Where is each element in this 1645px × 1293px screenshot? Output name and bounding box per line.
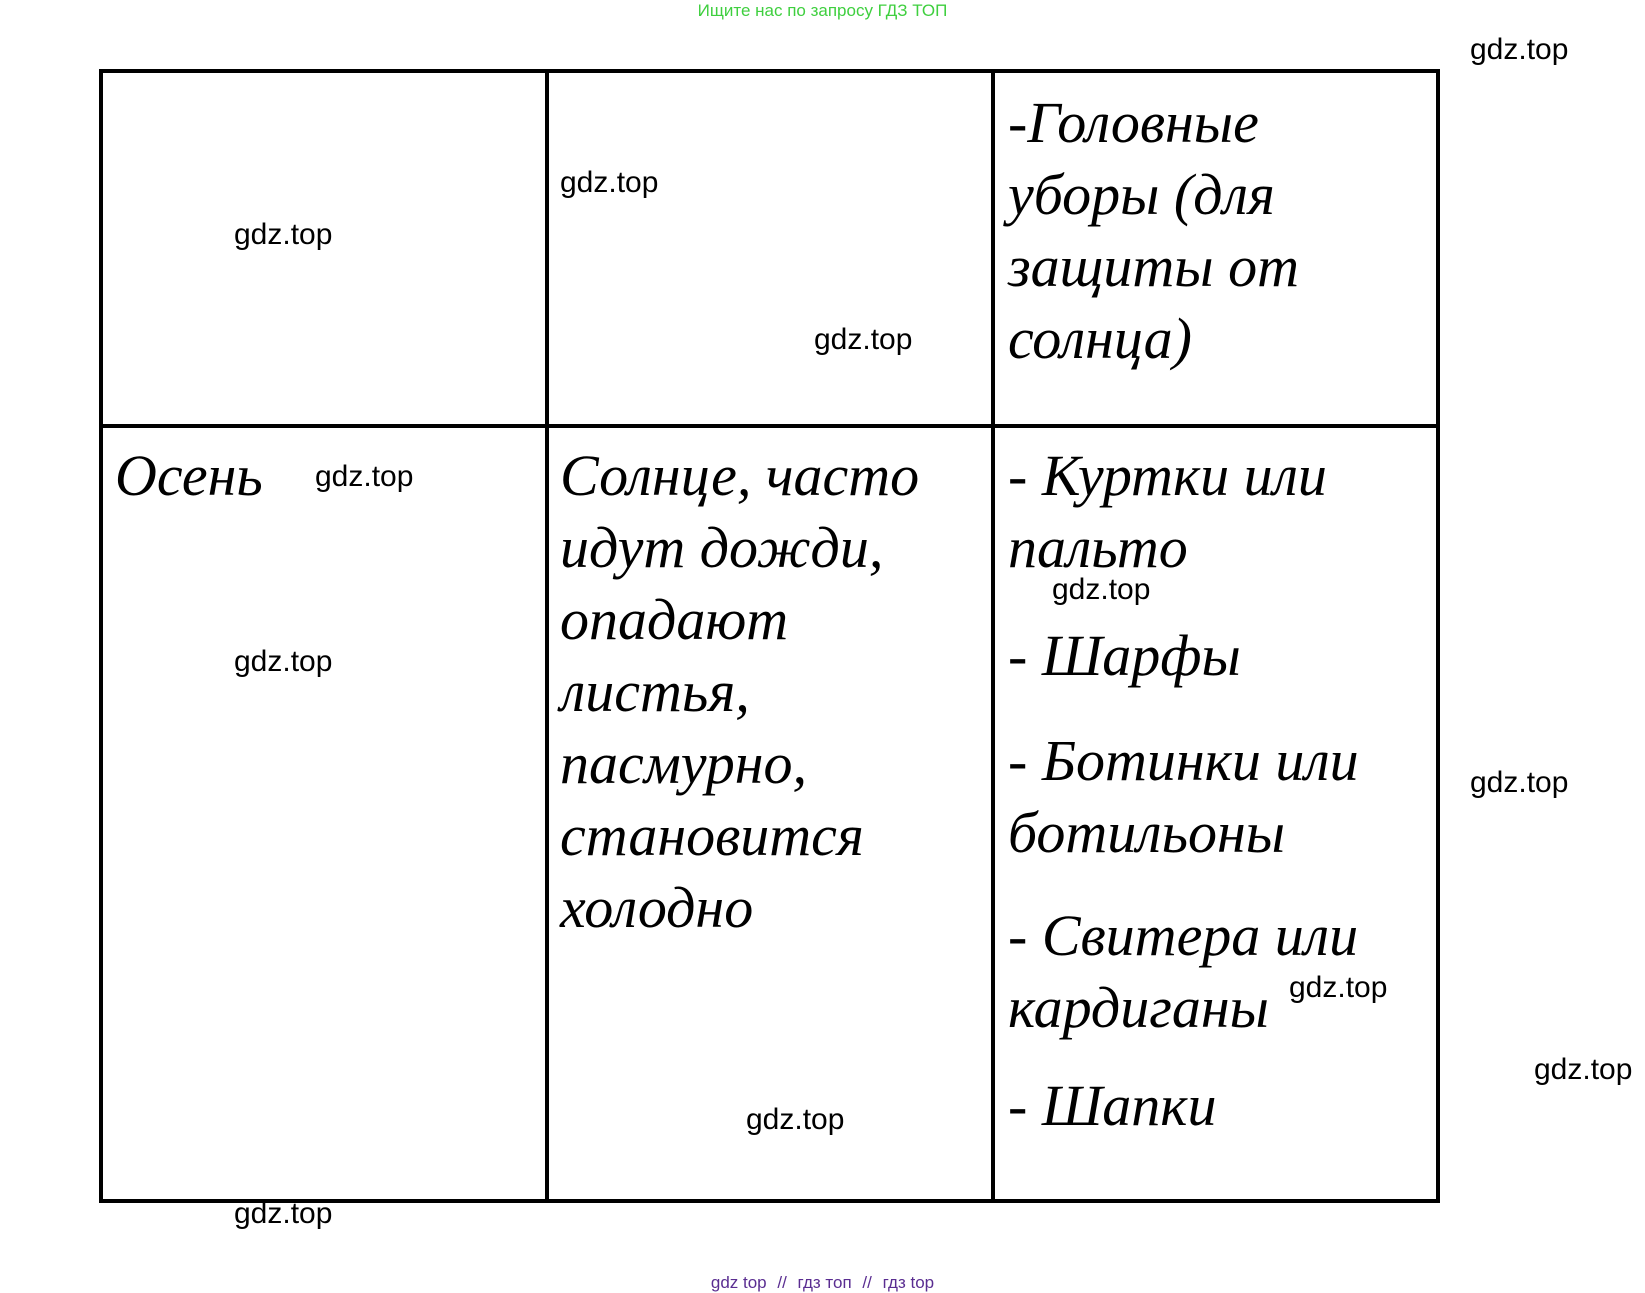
cell-line: листья, — [560, 659, 750, 724]
cell-r2-c1-season: Осень — [115, 443, 263, 508]
cell-r1-c3 — [1008, 87, 1299, 375]
watermark: gdz.top — [560, 166, 659, 199]
cell-line: - Шапки — [1008, 1073, 1217, 1138]
list-item — [1008, 1070, 1359, 1142]
cell-line: - Куртки или — [1008, 443, 1327, 508]
cell-line: уборы (для — [1008, 162, 1275, 227]
cell-r2-c3-clothing — [1008, 440, 1359, 1142]
cell-line: кардиганы — [1008, 975, 1269, 1040]
footer-link[interactable]: gdz top — [710, 1273, 767, 1292]
column-divider-2 — [991, 73, 995, 1199]
watermark: gdz.top — [234, 218, 333, 251]
cell-r2-c2-weather — [560, 440, 919, 944]
cell-line: холодно — [560, 875, 754, 940]
footer-separator: // — [777, 1273, 787, 1292]
watermark: gdz.top — [1052, 573, 1151, 606]
footer-links — [0, 1273, 1645, 1293]
watermark: gdz.top — [234, 645, 333, 678]
footer-link[interactable]: гдз топ — [797, 1273, 852, 1292]
list-item — [1008, 620, 1359, 725]
cell-line: пасмурно, — [560, 731, 808, 796]
cell-line: идут дожди, — [560, 515, 884, 580]
watermark: gdz.top — [1534, 1053, 1633, 1086]
watermark: gdz.top — [814, 323, 913, 356]
cell-line: пальто — [1008, 515, 1188, 580]
cell-line: ботильоны — [1008, 800, 1286, 865]
list-item — [1008, 725, 1359, 900]
top-banner: Ищите нас по запросу ГДЗ ТОП — [697, 1, 948, 20]
watermark: gdz.top — [1470, 33, 1569, 66]
watermark: gdz.top — [1470, 766, 1569, 799]
column-divider-1 — [545, 73, 549, 1199]
cell-line: опадают — [560, 587, 789, 652]
cell-line: становится — [560, 803, 864, 868]
footer-link[interactable]: гдз top — [882, 1273, 935, 1292]
cell-line: - Шарфы — [1008, 623, 1241, 688]
watermark: gdz.top — [1289, 971, 1388, 1004]
cell-line: Солнце, часто — [560, 443, 920, 508]
watermark: gdz.top — [746, 1103, 845, 1136]
watermark: gdz.top — [315, 460, 414, 493]
footer-separator: // — [862, 1273, 872, 1292]
cell-line: -Головные — [1008, 90, 1259, 155]
cell-line: - Свитера или — [1008, 903, 1359, 968]
watermark: gdz.top — [234, 1197, 333, 1230]
row-divider — [103, 424, 1436, 428]
cell-line: солнца) — [1008, 306, 1192, 371]
cell-line: - Ботинки или — [1008, 728, 1359, 793]
cell-line: защиты от — [1008, 234, 1299, 299]
